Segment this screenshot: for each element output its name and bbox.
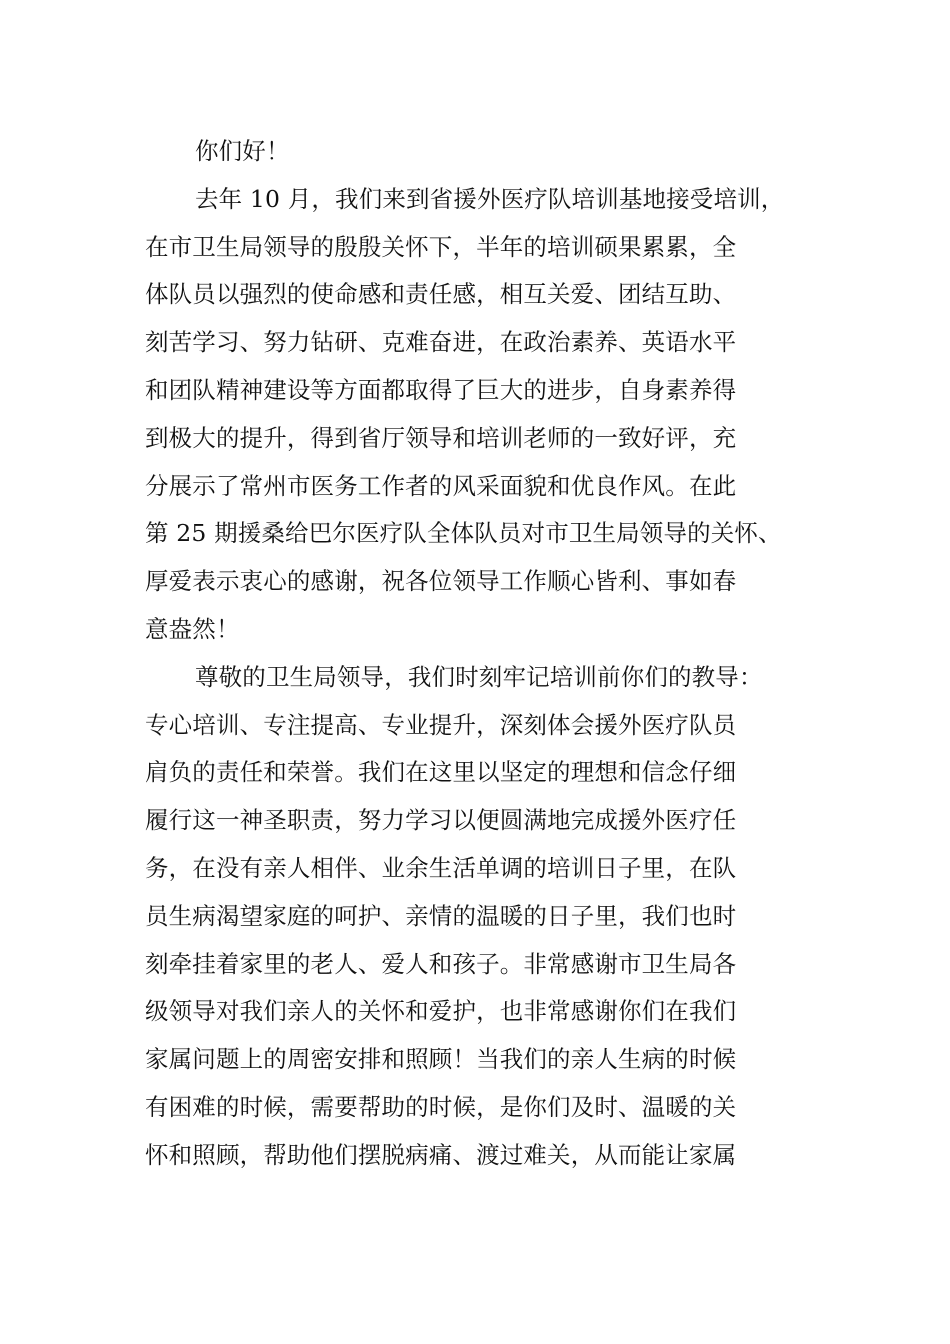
paragraph-1 bbox=[145, 176, 835, 654]
paragraph-1-line: 刻苦学习、努力钻研、克难奋进，在政治素养、英语水平 bbox=[145, 328, 737, 357]
paragraph-1-line: 和团队精神建设等方面都取得了巨大的进步，自身素养得 bbox=[145, 375, 737, 404]
paragraph-1-line: 第 25 期援桑给巴尔医疗队全体队员对市卫生局领导的关怀、 bbox=[145, 519, 782, 548]
salutation: 你们好！ bbox=[195, 137, 290, 165]
paragraph-2-line: 肩负的责任和荣誉。我们在这里以坚定的理想和信念仔细 bbox=[145, 758, 737, 787]
letter-body bbox=[145, 128, 835, 1180]
paragraph-1-line: 在市卫生局领导的殷殷关怀下，半年的培训硕果累累，全 bbox=[145, 232, 737, 261]
paragraph-1-line: 去年 10 月，我们来到省援外医疗队培训基地接受培训， bbox=[195, 184, 785, 213]
paragraph-1-line: 意盎然！ bbox=[145, 614, 240, 643]
paragraph-2-line: 刻牵挂着家里的老人、爱人和孩子。非常感谢市卫生局各 bbox=[145, 949, 737, 978]
paragraph-2-line: 员生病渴望家庭的呵护、亲情的温暖的日子里，我们也时 bbox=[145, 901, 737, 930]
paragraph-2 bbox=[145, 654, 835, 1180]
paragraph-2-line: 级领导对我们亲人的关怀和爱护，也非常感谢你们在我们 bbox=[145, 997, 737, 1026]
paragraph-1-line: 厚爱表示衷心的感谢，祝各位领导工作顺心皆利、事如春 bbox=[145, 567, 737, 596]
paragraph-2-line: 专心培训、专注提高、专业提升，深刻体会援外医疗队员 bbox=[145, 710, 737, 739]
paragraph-2-line: 怀和照顾，帮助他们摆脱病痛、渡过难关，从而能让家属 bbox=[145, 1140, 737, 1169]
paragraph-2-line: 务，在没有亲人相伴、业余生活单调的培训日子里，在队 bbox=[145, 853, 737, 882]
paragraph-2-line: 有困难的时候，需要帮助的时候，是你们及时、温暖的关 bbox=[145, 1092, 737, 1121]
paragraph-1-line: 到极大的提升，得到省厅领导和培训老师的一致好评，充 bbox=[145, 423, 737, 452]
paragraph-2-line: 履行这一神圣职责，努力学习以便圆满地完成援外医疗任 bbox=[145, 806, 737, 835]
paragraph-2-line: 家属问题上的周密安排和照顾！当我们的亲人生病的时候 bbox=[145, 1045, 737, 1074]
paragraph-2-line: 尊敬的卫生局领导，我们时刻牢记培训前你们的教导： bbox=[195, 662, 763, 691]
paragraph-1-line: 体队员以强烈的使命感和责任感，相互关爱、团结互助、 bbox=[145, 280, 737, 309]
paragraph-1-line: 分展示了常州市医务工作者的风采面貌和优良作风。在此 bbox=[145, 471, 737, 500]
